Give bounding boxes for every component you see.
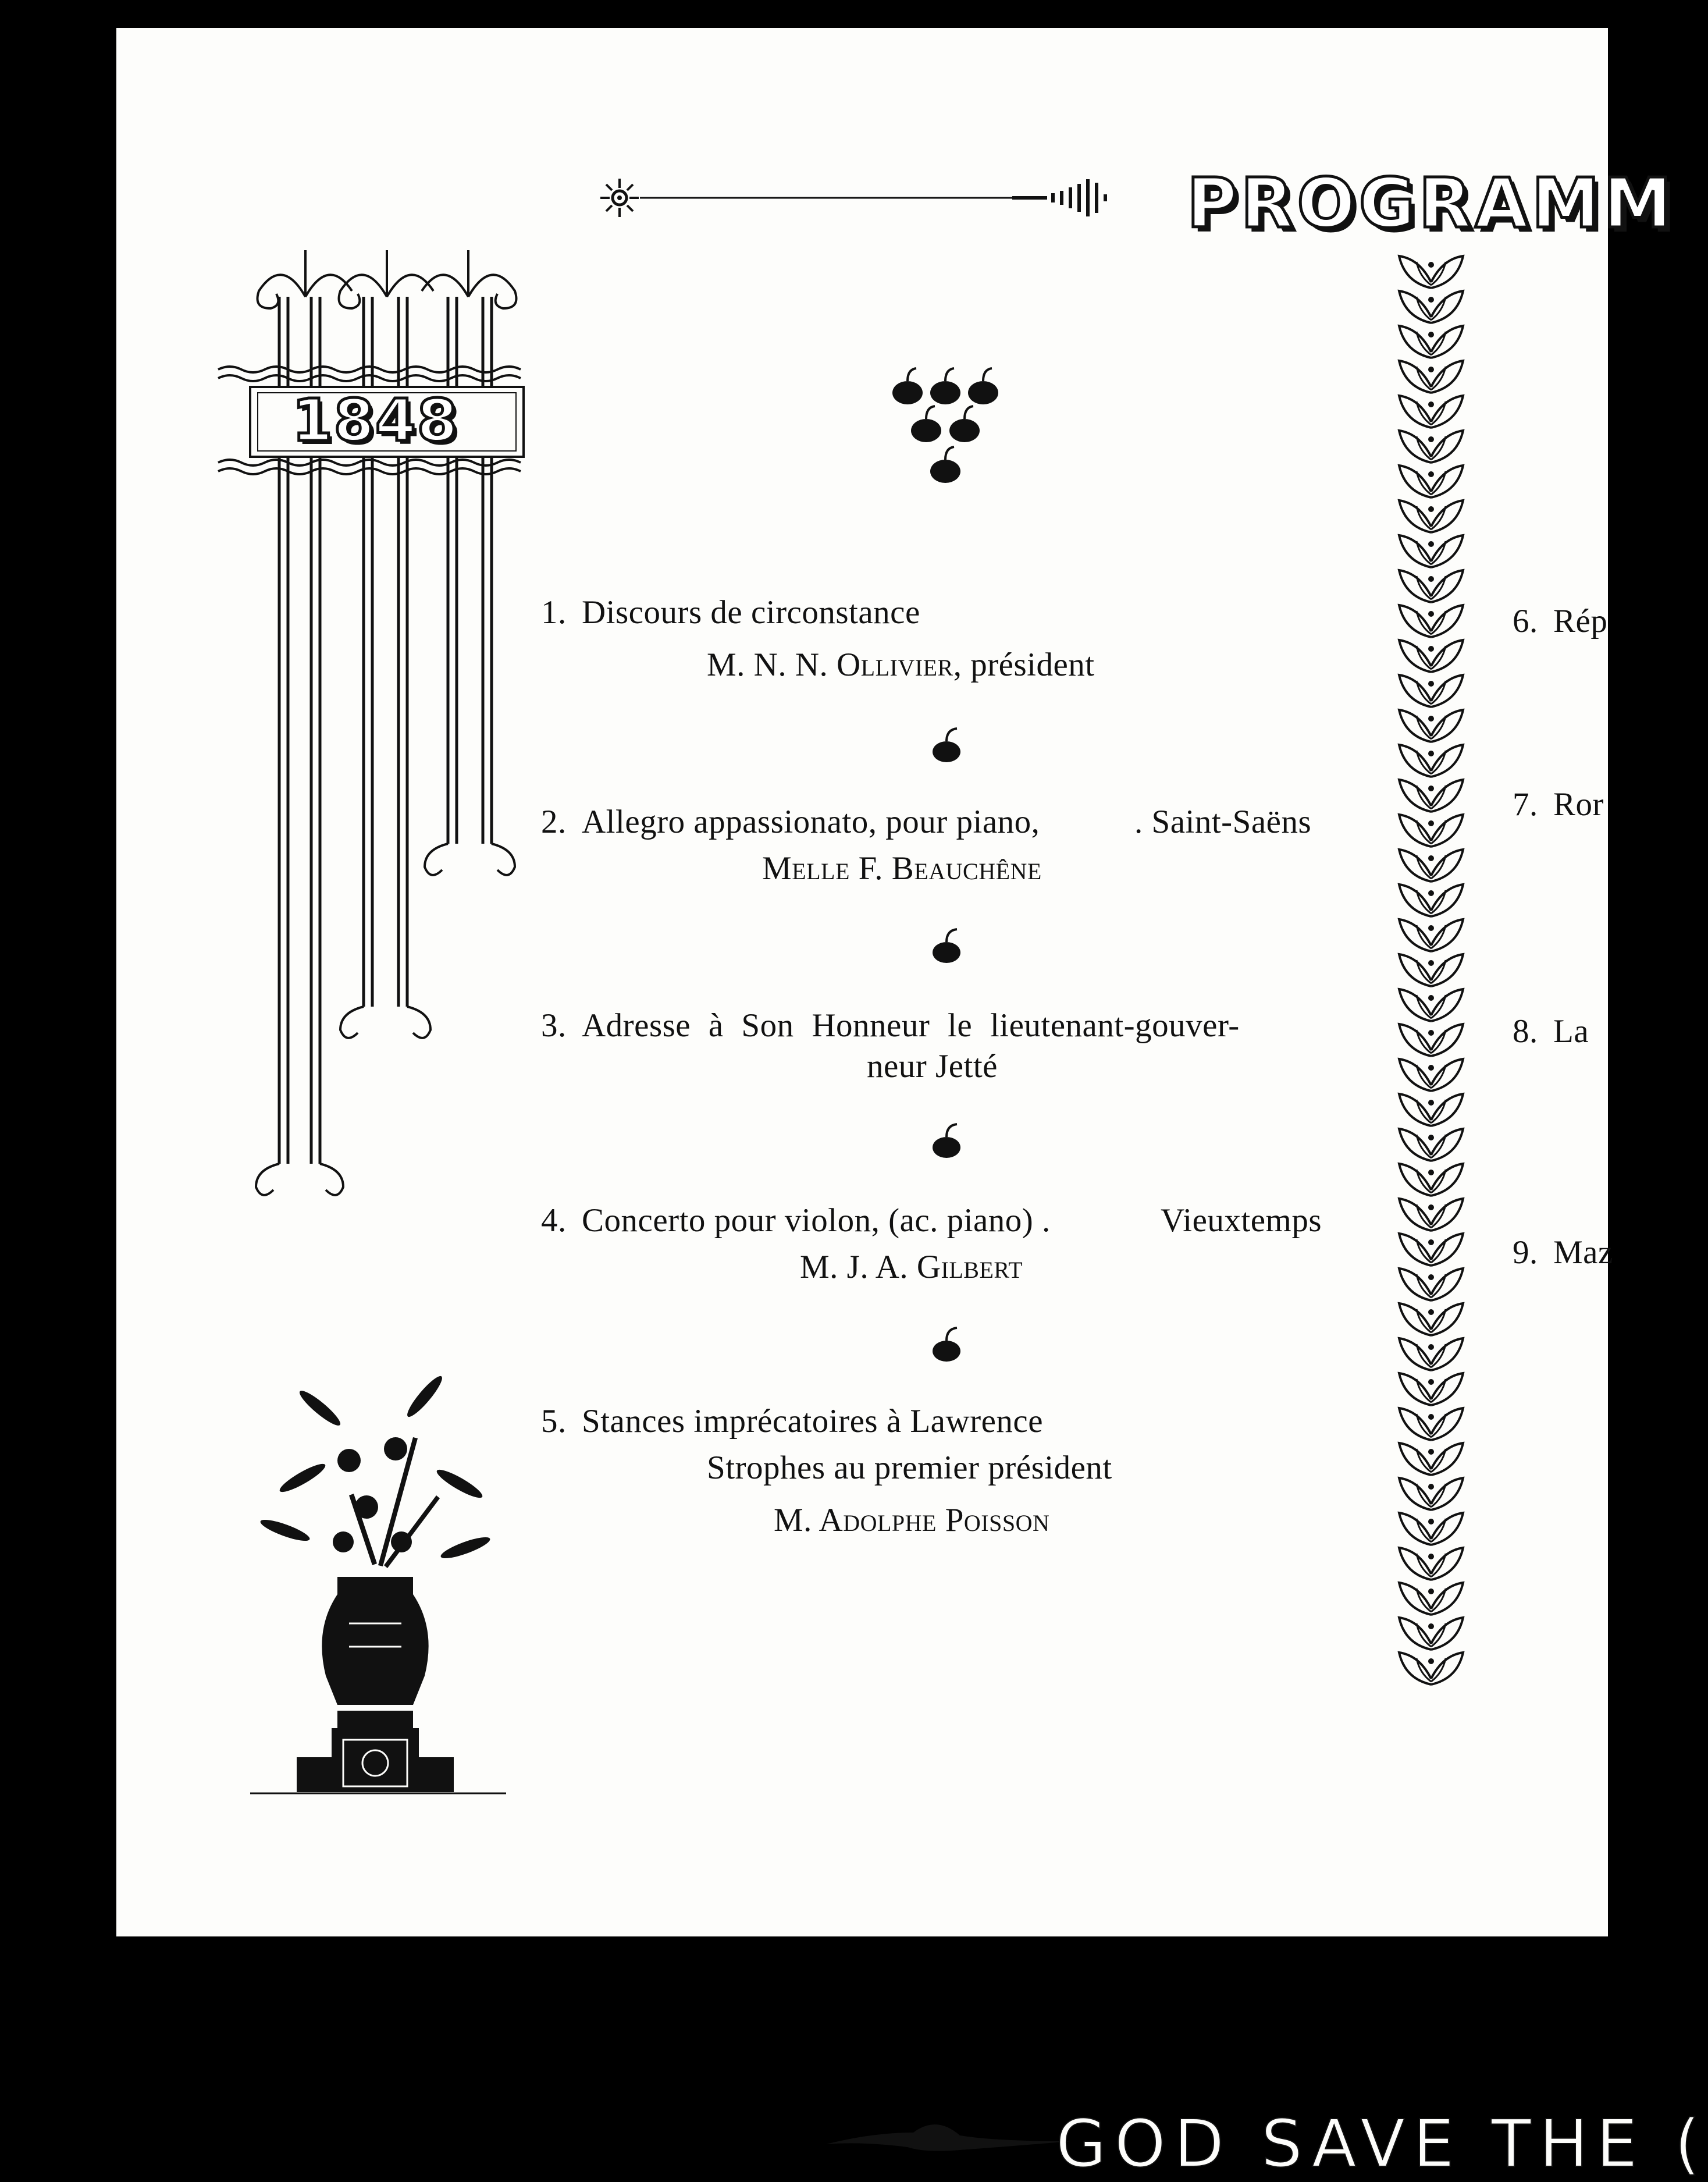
flower-vase-icon bbox=[250, 1373, 506, 1792]
anthem-title: GOD SAVE THE ( bbox=[1056, 2106, 1708, 2182]
item-1-performer-prefix: M. N. N. bbox=[707, 646, 837, 683]
item-3-title: Adresse à Son Honneur le lieutenant-gouver- bbox=[582, 1007, 1240, 1044]
cherry-divider-icon bbox=[922, 1117, 974, 1164]
item-7-number: 7. bbox=[1513, 786, 1538, 823]
item-1-performer-suffix: , président bbox=[953, 646, 1095, 683]
item-4-composer: Vieuxtemps bbox=[1161, 1202, 1322, 1239]
item-6-number: 6. bbox=[1513, 603, 1538, 639]
item-9-number: 9. bbox=[1513, 1234, 1538, 1271]
item-6-text: Rép bbox=[1553, 603, 1608, 639]
top-rule-divider bbox=[640, 175, 1140, 221]
item-3-number: 3. bbox=[541, 1007, 567, 1044]
item-2-number: 2. bbox=[541, 804, 567, 840]
item-3-title-cont: neur Jetté bbox=[867, 1048, 998, 1085]
cherry-divider-icon bbox=[922, 1321, 974, 1367]
item-1-title: Discours de circonstance bbox=[582, 594, 920, 631]
item-8-number: 8. bbox=[1513, 1013, 1538, 1050]
item-1-performer bbox=[707, 646, 1095, 684]
item-4-performer: M. J. A. Gilbert bbox=[800, 1249, 1023, 1285]
item-1-performer-name: Ollivier bbox=[837, 646, 953, 683]
item-5-title: Stances imprécatoires à Lawrence bbox=[582, 1403, 1044, 1440]
item-1-number: 1. bbox=[541, 594, 567, 631]
swash-ornament-icon bbox=[826, 2118, 1070, 2165]
item-2-performer: Melle F. Beauchêne bbox=[762, 850, 1042, 887]
item-5-subtitle: Strophes au premier président bbox=[707, 1449, 1112, 1486]
item-2-composer: . Saint-Saëns bbox=[1134, 804, 1312, 840]
item-4-title: Concerto pour violon, (ac. piano) . bbox=[582, 1202, 1051, 1239]
cherry-cluster-icon bbox=[884, 364, 1012, 497]
item-2-title: Allegro appassionato, pour piano, bbox=[582, 804, 1040, 840]
item-4-number: 4. bbox=[541, 1202, 567, 1239]
cherry-divider-icon bbox=[922, 722, 974, 768]
year-badge: 1848 bbox=[292, 386, 459, 454]
column-ornament-icon bbox=[212, 233, 561, 1222]
leaf-border-ornament bbox=[1390, 256, 1472, 1676]
page-title: PROGRAMM bbox=[1187, 163, 1675, 243]
item-8-text: La bbox=[1553, 1013, 1589, 1050]
item-9-text: Maz bbox=[1553, 1234, 1613, 1271]
item-5-number: 5. bbox=[541, 1403, 567, 1440]
item-7-text: Ror bbox=[1553, 786, 1604, 823]
sun-ornament-icon bbox=[599, 177, 640, 218]
item-5-performer: M. Adolphe Poisson bbox=[774, 1502, 1050, 1538]
cherry-divider-icon bbox=[922, 922, 974, 969]
